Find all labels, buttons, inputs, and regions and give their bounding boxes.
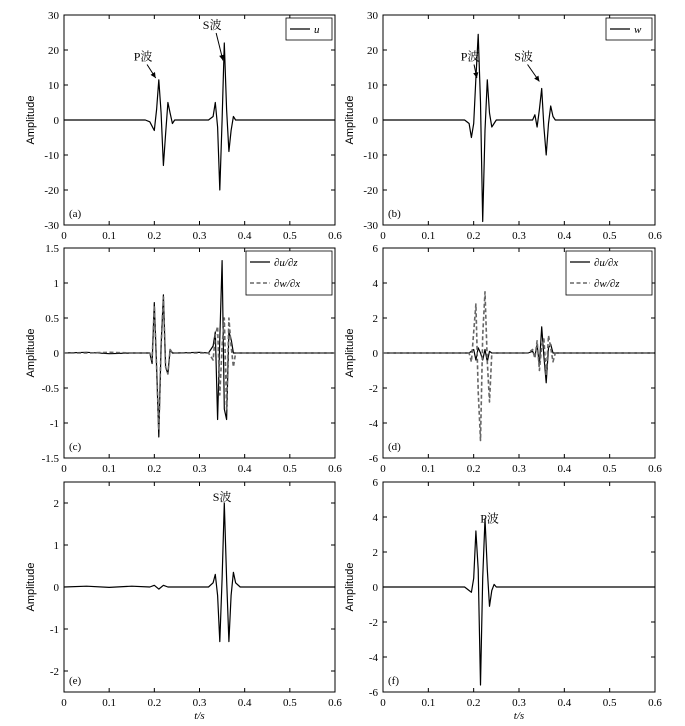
y-tick-label: -2 [368, 383, 378, 395]
legend-entry: ∂u/∂x [594, 257, 619, 269]
x-tick-label: 0 [61, 230, 67, 242]
x-tick-label: 0.3 [512, 697, 526, 709]
y-tick-label: 0 [372, 115, 378, 127]
y-tick-label: 6 [372, 243, 378, 255]
x-tick-label: 0.4 [557, 697, 572, 709]
x-tick-label: 0.3 [192, 697, 207, 709]
y-tick-label: -1 [49, 624, 59, 636]
x-tick-label: 0 [61, 463, 67, 475]
x-tick-label: 0.2 [466, 697, 481, 709]
x-tick-label: 0.4 [237, 697, 252, 709]
annotation-arrowhead [534, 76, 539, 82]
x-tick-label: 0.5 [282, 697, 297, 709]
x-tick-label: 0 [61, 697, 67, 709]
y-tick-label: 10 [48, 80, 59, 92]
wave-annotation: P波 [460, 49, 480, 64]
x-tick-label: 0.3 [512, 463, 526, 475]
x-tick-label: 0.3 [512, 230, 526, 242]
x-tick-label: 0.6 [328, 463, 342, 475]
y-tick-label: 4 [372, 278, 378, 290]
x-tick-label: 0.5 [282, 463, 297, 475]
x-tick-label: 0.4 [557, 463, 572, 475]
x-tick-label: 0.3 [192, 230, 207, 242]
legend-entry: ∂w/∂z [594, 278, 620, 290]
y-tick-label: 20 [367, 45, 378, 57]
panel-label: (a) [69, 208, 82, 220]
y-tick-label: 0 [53, 582, 59, 594]
x-tick-label: 0 [380, 230, 386, 242]
series-line-1 [64, 503, 335, 642]
x-tick-label: 0.6 [648, 463, 662, 475]
x-tick-label: 0.1 [421, 697, 436, 709]
panel-4 [344, 243, 662, 475]
y-tick-label: -6 [368, 687, 378, 699]
y-axis-label: Amplitude [25, 95, 37, 145]
series-line-2 [64, 297, 335, 430]
x-tick-label: 0.1 [102, 697, 117, 709]
legend [606, 18, 652, 40]
panel-2 [344, 10, 662, 242]
y-tick-label: 1 [53, 540, 59, 552]
y-tick-label: 0 [53, 115, 59, 127]
y-tick-label: -4 [368, 418, 378, 430]
y-tick-label: -2 [368, 617, 378, 629]
y-tick-label: -2 [49, 666, 59, 678]
x-tick-label: 0.3 [192, 463, 207, 475]
wave-annotation: S波 [212, 489, 232, 504]
x-tick-label: 0.1 [102, 230, 117, 242]
panel-1 [25, 10, 342, 242]
y-tick-label: 0 [372, 582, 378, 594]
y-tick-label: 0.5 [45, 313, 59, 325]
y-tick-label: 2 [372, 547, 378, 559]
x-tick-label: 0 [380, 697, 386, 709]
y-tick-label: -1.5 [41, 453, 59, 465]
legend [246, 251, 332, 295]
panel-label: (c) [69, 441, 82, 453]
y-tick-label: -30 [363, 220, 378, 232]
y-tick-label: 30 [367, 10, 378, 22]
series-line-2 [383, 292, 655, 441]
y-tick-label: 10 [367, 80, 378, 92]
wave-annotation: P波 [133, 49, 153, 64]
legend-entry: ∂u/∂z [274, 257, 298, 269]
series-line-1 [64, 43, 335, 190]
x-tick-label: 0.2 [147, 230, 162, 242]
legend [566, 251, 652, 295]
panel-5 [25, 482, 342, 722]
wave-annotation: S波 [202, 18, 222, 32]
x-tick-label: 0.5 [282, 230, 297, 242]
y-tick-label: -1 [49, 418, 59, 430]
y-tick-label: 1.5 [45, 243, 59, 255]
x-tick-label: 0.4 [237, 463, 252, 475]
y-axis-label: Amplitude [25, 328, 37, 378]
y-tick-label: 0 [53, 348, 59, 360]
x-tick-label: 0.2 [147, 697, 162, 709]
x-tick-label: 0.2 [466, 463, 481, 475]
x-tick-label: 0.6 [648, 697, 662, 709]
wave-annotation: P波 [480, 511, 499, 526]
wave-annotation: S波 [514, 49, 533, 64]
y-tick-label: -6 [368, 453, 378, 465]
y-axis-label: Amplitude [25, 562, 37, 612]
x-tick-label: 0.6 [648, 230, 662, 242]
x-tick-label: 0.1 [421, 463, 436, 475]
legend-entry: w [634, 24, 642, 36]
y-tick-label: -20 [44, 185, 59, 197]
x-tick-label: 0.2 [147, 463, 162, 475]
panel-label: (e) [69, 675, 82, 687]
x-tick-label: 0.6 [328, 697, 342, 709]
y-tick-label: 4 [372, 512, 378, 524]
x-tick-label: 0.5 [602, 697, 617, 709]
x-axis-label: t/s [513, 710, 525, 722]
x-tick-label: 0 [380, 463, 386, 475]
x-tick-label: 0.5 [602, 230, 617, 242]
y-tick-label: -4 [368, 652, 378, 664]
x-tick-label: 0.5 [602, 463, 617, 475]
y-tick-label: 20 [48, 45, 59, 57]
x-tick-label: 0.4 [237, 230, 252, 242]
annotation-arrowhead [151, 72, 156, 78]
y-tick-label: 1 [53, 278, 59, 290]
y-tick-label: 6 [372, 477, 378, 489]
x-axis-label: t/s [194, 710, 205, 722]
legend-entry: ∂w/∂x [274, 278, 301, 290]
legend [286, 18, 332, 40]
panel-label: (f) [388, 675, 399, 687]
y-tick-label: -10 [44, 150, 59, 162]
panel-6 [344, 477, 662, 722]
series-line-1 [383, 519, 655, 685]
y-tick-label: 2 [372, 313, 378, 325]
y-tick-label: 2 [53, 498, 59, 510]
x-tick-label: 0.2 [466, 230, 481, 242]
y-axis-label: Amplitude [344, 562, 356, 612]
panel-label: (b) [388, 208, 401, 220]
x-tick-label: 0.6 [328, 230, 342, 242]
y-tick-label: -10 [363, 150, 378, 162]
x-tick-label: 0.1 [102, 463, 117, 475]
x-tick-label: 0.4 [557, 230, 572, 242]
y-axis-label: Amplitude [344, 95, 356, 145]
y-tick-label: 30 [48, 10, 59, 22]
y-tick-label: 0 [372, 348, 378, 360]
y-axis-label: Amplitude [344, 328, 356, 378]
panel-label: (d) [388, 441, 401, 453]
y-tick-label: -30 [44, 220, 59, 232]
x-tick-label: 0.1 [421, 230, 436, 242]
y-tick-label: -0.5 [41, 383, 59, 395]
series-line-1 [383, 327, 655, 383]
panel-3 [25, 243, 342, 475]
legend-entry: u [314, 24, 320, 36]
y-tick-label: -20 [363, 185, 378, 197]
